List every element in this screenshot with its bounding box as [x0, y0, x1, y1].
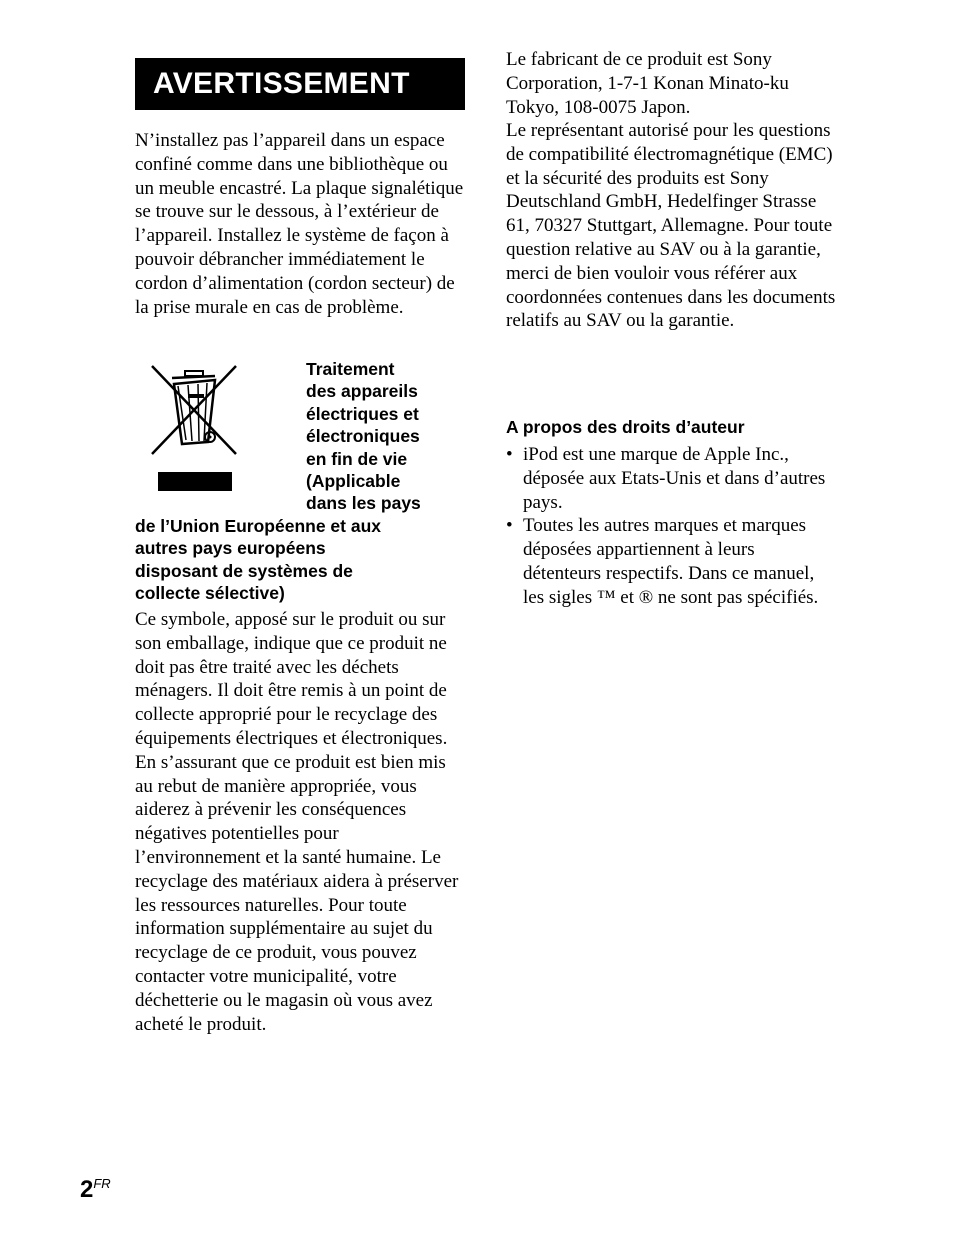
- install-paragraph: N’installez pas l’appareil dans un espace confiné comme dans une bibliothèque ou un meuble encastré. La plaque signalétique se trouve sur le dessous, à l’extérieur de l’appareil. Installez le système de façon à pouvoir débrancher immédiatement le cordon d’alimentation (cordon secteur) de la prise murale en cas de problème.: [135, 130, 464, 318]
- page-number: [80, 1176, 111, 1204]
- weee-heading-line: électroniques: [306, 426, 420, 447]
- list-item: [506, 443, 836, 514]
- copyright-list: [506, 443, 836, 610]
- banner-title: AVERTISSEMENT: [153, 67, 410, 100]
- weee-heading-line: dans les pays: [306, 493, 421, 514]
- weee-heading-line: autres pays européens: [135, 538, 326, 559]
- weee-heading-line: Traitement: [306, 359, 395, 379]
- weee-heading-line: en fin de vie: [306, 448, 408, 469]
- weee-heading-line: électriques et: [306, 403, 419, 424]
- weee-heading-side: [306, 358, 471, 515]
- weee-heading-line: des appareils: [306, 381, 418, 402]
- crossed-out-wheelie-bin-icon: [148, 362, 244, 494]
- representative-paragraph: Le représentant autorisé pour les questions de compatibilité électromagnétique (EMC) et la sécurité des produits est Sony Deutschland GmbH, Hedelfinger Strasse 61, 70327 Stuttgart, Allemagne. Pour toute question relative au SAV ou à la garantie, merci de bien vouloir vous référer aux coordonnées contenues dans les documents relatifs au SAV ou la garantie.: [506, 120, 836, 332]
- weee-heading-line: collecte sélective): [135, 583, 285, 604]
- list-item: [506, 514, 836, 609]
- weee-heading-full: [135, 515, 470, 605]
- list-item-text: iPod est une marque de Apple Inc., déposée aux Etats-Unis et dans d’autres pays.: [523, 444, 826, 513]
- list-item-text: Toutes les autres marques et marques déposées appartiennent à leurs détenteurs respectifs. Dans ce manuel, les sigles ™ et ® ne sont pas spécifiés.: [523, 515, 819, 608]
- weee-heading-line: disposant de systèmes de: [135, 560, 353, 581]
- copyright-heading: A propos des droits d’auteur: [506, 417, 745, 437]
- page-number-value: 2: [80, 1176, 94, 1203]
- bullet-mark: •: [506, 515, 513, 537]
- bullet-mark: •: [506, 444, 513, 465]
- section-banner: [135, 58, 465, 110]
- weee-paragraph: Ce symbole, apposé sur le produit ou sur son emballage, indique que ce produit ne doit pas être traité avec les déchets ménagers. Il doit être remis à un point de collecte approprié pour le recyclage des équipements électriques et électroniques. En s’assurant que ce produit est bien mis au rebut de manière appropriée, vous aiderez à prévenir les conséquences négatives potentielles pour l’environnement et la santé humaine. Le recyclage des matériaux aidera à préserver les ressources naturelles. Pour toute information supplémentaire au sujet du recyclage de ce produit, vous pouvez contacter votre municipalité, votre déchetterie ou le magasin où vous avez acheté le produit.: [135, 609, 459, 1035]
- page-language-suffix: FR: [93, 1176, 111, 1191]
- manufacturer-paragraph: Le fabricant de ce produit est Sony Corporation, 1-7-1 Konan Minato-ku Tokyo, 108-0075 Japon.: [506, 49, 789, 118]
- weee-heading-line: (Applicable: [306, 471, 401, 492]
- weee-heading-line: de l’Union Européenne et aux: [135, 516, 382, 536]
